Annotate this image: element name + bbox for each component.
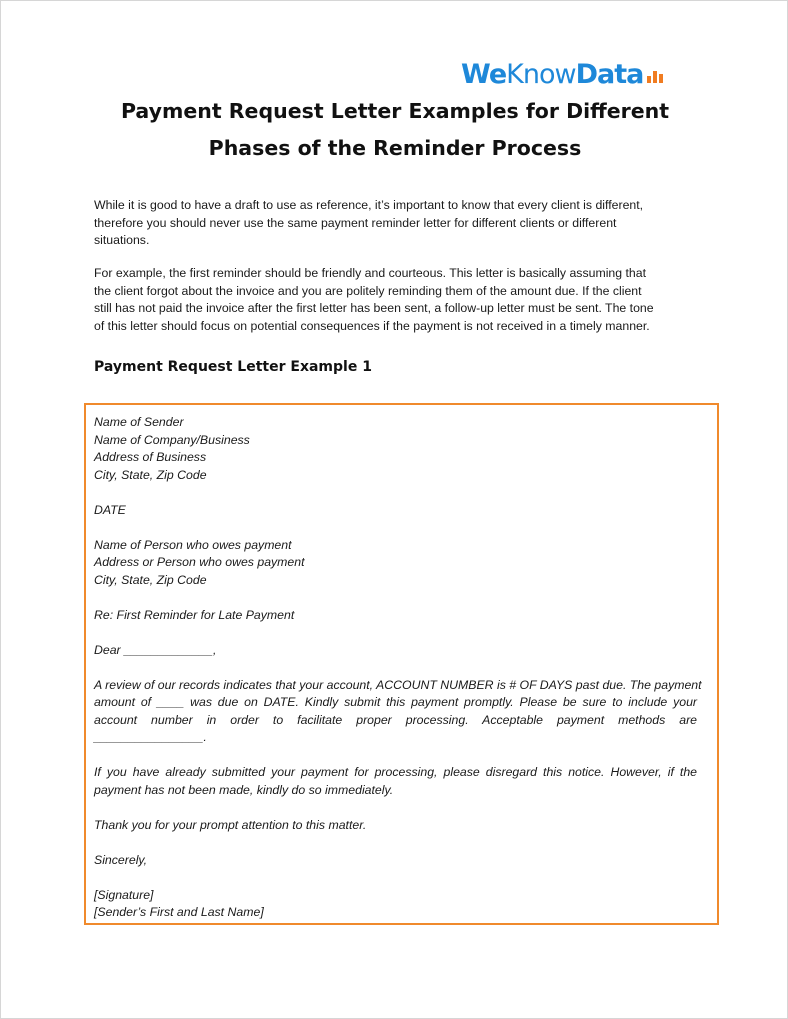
paragraph-line: therefore you should never use the same payment reminder letter for different clients or different <box>94 215 617 230</box>
recipient-address: Address or Person who owes payment <box>94 555 305 569</box>
recipient-name: Name of Person who owes payment <box>94 537 292 552</box>
letter-signature: [Signature] <box>94 887 154 902</box>
paragraph-line: While it is good to have a draft to use as reference, it’s important to know that every client is different, <box>94 198 644 212</box>
paragraph-line: still has not paid the invoice after the first letter has been sent, a follow-up letter must be sent. The tone <box>94 301 654 315</box>
paragraph-line: For example, the first reminder should be friendly and courteous. This letter is basically assuming that <box>94 266 647 280</box>
logo-data: Data <box>575 59 644 90</box>
intro-paragraph-2 <box>94 265 694 335</box>
title-line-1: Payment Request Letter Examples for Different <box>120 99 670 123</box>
sender-name: Name of Sender <box>94 415 184 429</box>
letter-signer-name: [Sender’s First and Last Name] <box>94 905 264 919</box>
letter-body-line: amount of ____ was due on DATE. Kindly submit this payment promptly. Please be sure to include your <box>94 695 697 709</box>
letter-closing: Sincerely, <box>94 852 148 867</box>
intro-paragraph-1 <box>94 197 694 250</box>
letter-salutation: Dear _____________, <box>94 642 217 657</box>
sender-city: City, State, Zip Code <box>94 467 207 482</box>
page-title <box>61 93 729 167</box>
bar-chart-icon <box>647 67 663 83</box>
letter-template <box>94 414 702 922</box>
weknowdata-logo <box>461 53 663 91</box>
paragraph-line: the client forgot about the invoice and you are politely reminding them of the amount due. If the client <box>94 283 642 298</box>
logo-we: We <box>461 59 507 90</box>
letter-body-line: A review of our records indicates that your account, ACCOUNT NUMBER is # OF DAYS past due. The payment <box>94 677 702 692</box>
paragraph-line: situations. <box>94 233 150 247</box>
recipient-city: City, State, Zip Code <box>94 572 207 587</box>
section-heading: Payment Request Letter Example 1 <box>94 359 372 375</box>
letter-body-line: account number in order to facilitate proper processing. Acceptable payment methods are <box>94 712 697 727</box>
letter-subject: Re: First Reminder for Late Payment <box>94 607 295 622</box>
logo-know: Know <box>506 59 576 90</box>
sender-address: Address of Business <box>94 450 207 464</box>
letter-thanks: Thank you for your prompt attention to this matter. <box>94 817 367 832</box>
logo-text <box>461 59 643 91</box>
letter-body-line: ________________. <box>94 730 207 744</box>
letter-body-line: If you have already submitted your payment for processing, please disregard this notice. However, if the <box>94 765 697 779</box>
sender-company: Name of Company/Business <box>94 432 250 447</box>
paragraph-line: of this letter should focus on potential consequences if the payment is not received in a timely manner. <box>94 318 650 333</box>
title-line-2: Phases of the Reminder Process <box>208 136 582 160</box>
letter-date: DATE <box>94 502 126 517</box>
letter-body-line: payment has not been made, kindly do so immediately. <box>94 782 394 797</box>
